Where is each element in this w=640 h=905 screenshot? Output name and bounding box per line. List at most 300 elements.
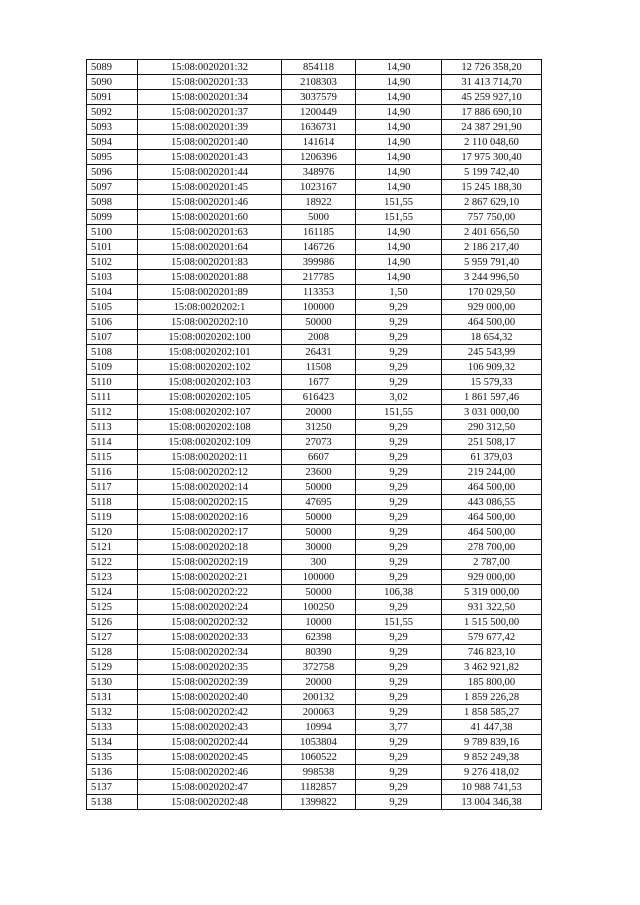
row-number-cell: 5098 (87, 195, 138, 210)
area-cell: 146726 (282, 240, 356, 255)
area-cell: 62398 (282, 630, 356, 645)
cadastral-number-cell: 15:08:0020201:64 (138, 240, 282, 255)
row-number-cell: 5124 (87, 585, 138, 600)
area-cell: 1060522 (282, 750, 356, 765)
area-cell: 1636731 (282, 120, 356, 135)
area-cell: 20000 (282, 675, 356, 690)
row-number-cell: 5135 (87, 750, 138, 765)
table-row (87, 630, 542, 645)
cadastral-value-table (86, 59, 542, 810)
cadastral-value-cell: 931 322,50 (442, 600, 542, 615)
row-number-cell: 5128 (87, 645, 138, 660)
area-cell: 3037579 (282, 90, 356, 105)
area-cell: 161185 (282, 225, 356, 240)
table-row (87, 585, 542, 600)
row-number-cell: 5115 (87, 450, 138, 465)
specific-value-cell: 151,55 (356, 615, 442, 630)
specific-value-cell: 9,29 (356, 510, 442, 525)
specific-value-cell: 9,29 (356, 450, 442, 465)
cadastral-value-cell: 3 462 921,82 (442, 660, 542, 675)
cadastral-value-cell: 251 508,17 (442, 435, 542, 450)
area-cell: 100250 (282, 600, 356, 615)
row-number-cell: 5110 (87, 375, 138, 390)
table-row (87, 315, 542, 330)
specific-value-cell: 14,90 (356, 225, 442, 240)
cadastral-value-cell: 746 823,10 (442, 645, 542, 660)
specific-value-cell: 14,90 (356, 240, 442, 255)
cadastral-value-cell: 2 867 629,10 (442, 195, 542, 210)
table-row (87, 645, 542, 660)
cadastral-number-cell: 15:08:0020202:48 (138, 795, 282, 810)
cadastral-number-cell: 15:08:0020201:63 (138, 225, 282, 240)
row-number-cell: 5092 (87, 105, 138, 120)
cadastral-number-cell: 15:08:0020201:43 (138, 150, 282, 165)
table-row (87, 765, 542, 780)
specific-value-cell: 9,29 (356, 435, 442, 450)
specific-value-cell: 9,29 (356, 705, 442, 720)
specific-value-cell: 9,29 (356, 375, 442, 390)
cadastral-number-cell: 15:08:0020201:46 (138, 195, 282, 210)
specific-value-cell: 9,29 (356, 315, 442, 330)
cadastral-number-cell: 15:08:0020202:11 (138, 450, 282, 465)
cadastral-value-cell: 1 861 597,46 (442, 390, 542, 405)
specific-value-cell: 14,90 (356, 165, 442, 180)
table-row (87, 375, 542, 390)
table-row (87, 435, 542, 450)
cadastral-number-cell: 15:08:0020202:109 (138, 435, 282, 450)
cadastral-number-cell: 15:08:0020202:100 (138, 330, 282, 345)
table-row (87, 195, 542, 210)
specific-value-cell: 9,29 (356, 420, 442, 435)
table-row (87, 360, 542, 375)
cadastral-number-cell: 15:08:0020201:40 (138, 135, 282, 150)
area-cell: 1206396 (282, 150, 356, 165)
row-number-cell: 5127 (87, 630, 138, 645)
row-number-cell: 5113 (87, 420, 138, 435)
table-row (87, 405, 542, 420)
cadastral-value-cell: 41 447,38 (442, 720, 542, 735)
cadastral-value-cell: 13 004 346,38 (442, 795, 542, 810)
cadastral-value-cell: 24 387 291,90 (442, 120, 542, 135)
row-number-cell: 5133 (87, 720, 138, 735)
area-cell: 998538 (282, 765, 356, 780)
specific-value-cell: 9,29 (356, 300, 442, 315)
specific-value-cell: 14,90 (356, 255, 442, 270)
cadastral-value-cell: 31 413 714,70 (442, 75, 542, 90)
specific-value-cell: 151,55 (356, 210, 442, 225)
cadastral-value-cell: 929 000,00 (442, 570, 542, 585)
row-number-cell: 5114 (87, 435, 138, 450)
specific-value-cell: 9,29 (356, 570, 442, 585)
table-row (87, 600, 542, 615)
area-cell: 1399822 (282, 795, 356, 810)
cadastral-value-cell: 464 500,00 (442, 315, 542, 330)
cadastral-value-cell: 12 726 358,20 (442, 60, 542, 75)
cadastral-number-cell: 15:08:0020202:105 (138, 390, 282, 405)
area-cell: 200132 (282, 690, 356, 705)
specific-value-cell: 14,90 (356, 90, 442, 105)
row-number-cell: 5132 (87, 705, 138, 720)
cadastral-number-cell: 15:08:0020202:42 (138, 705, 282, 720)
row-number-cell: 5094 (87, 135, 138, 150)
row-number-cell: 5123 (87, 570, 138, 585)
table-row (87, 690, 542, 705)
cadastral-number-cell: 15:08:0020201:60 (138, 210, 282, 225)
cadastral-value-cell: 464 500,00 (442, 480, 542, 495)
cadastral-number-cell: 15:08:0020201:83 (138, 255, 282, 270)
cadastral-number-cell: 15:08:0020202:16 (138, 510, 282, 525)
table-row (87, 465, 542, 480)
table-row (87, 255, 542, 270)
cadastral-number-cell: 15:08:0020201:39 (138, 120, 282, 135)
table-row (87, 390, 542, 405)
cadastral-number-cell: 15:08:0020202:1 (138, 300, 282, 315)
cadastral-number-cell: 15:08:0020202:32 (138, 615, 282, 630)
cadastral-number-cell: 15:08:0020202:44 (138, 735, 282, 750)
table-row (87, 510, 542, 525)
cadastral-number-cell: 15:08:0020202:17 (138, 525, 282, 540)
cadastral-value-cell: 3 031 000,00 (442, 405, 542, 420)
area-cell: 80390 (282, 645, 356, 660)
cadastral-value-cell: 1 515 500,00 (442, 615, 542, 630)
cadastral-value-cell: 5 959 791,40 (442, 255, 542, 270)
area-cell: 50000 (282, 585, 356, 600)
row-number-cell: 5097 (87, 180, 138, 195)
table-row (87, 525, 542, 540)
cadastral-number-cell: 15:08:0020201:37 (138, 105, 282, 120)
cadastral-number-cell: 15:08:0020202:35 (138, 660, 282, 675)
area-cell: 200063 (282, 705, 356, 720)
area-cell: 11508 (282, 360, 356, 375)
area-cell: 616423 (282, 390, 356, 405)
table-row (87, 300, 542, 315)
specific-value-cell: 14,90 (356, 135, 442, 150)
specific-value-cell: 14,90 (356, 75, 442, 90)
table-row (87, 105, 542, 120)
cadastral-value-cell: 2 186 217,40 (442, 240, 542, 255)
specific-value-cell: 1,50 (356, 285, 442, 300)
table-row (87, 540, 542, 555)
area-cell: 1200449 (282, 105, 356, 120)
area-cell: 1023167 (282, 180, 356, 195)
cadastral-number-cell: 15:08:0020201:34 (138, 90, 282, 105)
area-cell: 372758 (282, 660, 356, 675)
area-cell: 26431 (282, 345, 356, 360)
row-number-cell: 5131 (87, 690, 138, 705)
area-cell: 30000 (282, 540, 356, 555)
cadastral-value-cell: 15 245 188,30 (442, 180, 542, 195)
table-row (87, 420, 542, 435)
table-row (87, 150, 542, 165)
row-number-cell: 5089 (87, 60, 138, 75)
area-cell: 2108303 (282, 75, 356, 90)
table-body (87, 60, 542, 810)
row-number-cell: 5100 (87, 225, 138, 240)
table-row (87, 165, 542, 180)
area-cell: 5000 (282, 210, 356, 225)
specific-value-cell: 14,90 (356, 150, 442, 165)
cadastral-number-cell: 15:08:0020201:45 (138, 180, 282, 195)
cadastral-number-cell: 15:08:0020202:21 (138, 570, 282, 585)
cadastral-number-cell: 15:08:0020202:101 (138, 345, 282, 360)
table-row (87, 555, 542, 570)
specific-value-cell: 9,29 (356, 345, 442, 360)
table-row (87, 60, 542, 75)
cadastral-value-cell: 185 800,00 (442, 675, 542, 690)
specific-value-cell: 14,90 (356, 120, 442, 135)
specific-value-cell: 14,90 (356, 180, 442, 195)
row-number-cell: 5116 (87, 465, 138, 480)
cadastral-value-cell: 9 276 418,02 (442, 765, 542, 780)
cadastral-value-cell: 17 975 300,40 (442, 150, 542, 165)
area-cell: 23600 (282, 465, 356, 480)
cadastral-number-cell: 15:08:0020201:44 (138, 165, 282, 180)
area-cell: 1677 (282, 375, 356, 390)
table-row (87, 135, 542, 150)
table-row (87, 120, 542, 135)
row-number-cell: 5117 (87, 480, 138, 495)
table-row (87, 90, 542, 105)
cadastral-value-cell: 106 909,32 (442, 360, 542, 375)
cadastral-value-cell: 2 110 048,60 (442, 135, 542, 150)
table-row (87, 735, 542, 750)
cadastral-number-cell: 15:08:0020201:32 (138, 60, 282, 75)
cadastral-number-cell: 15:08:0020202:39 (138, 675, 282, 690)
area-cell: 1053804 (282, 735, 356, 750)
table-row (87, 270, 542, 285)
row-number-cell: 5121 (87, 540, 138, 555)
cadastral-value-cell: 1 859 226,28 (442, 690, 542, 705)
cadastral-value-cell: 3 244 996,50 (442, 270, 542, 285)
cadastral-number-cell: 15:08:0020202:33 (138, 630, 282, 645)
area-cell: 50000 (282, 480, 356, 495)
table-row (87, 615, 542, 630)
specific-value-cell: 14,90 (356, 60, 442, 75)
area-cell: 18922 (282, 195, 356, 210)
cadastral-number-cell: 15:08:0020202:43 (138, 720, 282, 735)
cadastral-number-cell: 15:08:0020202:40 (138, 690, 282, 705)
table-row (87, 285, 542, 300)
table-row (87, 780, 542, 795)
cadastral-number-cell: 15:08:0020202:10 (138, 315, 282, 330)
table-row (87, 225, 542, 240)
row-number-cell: 5095 (87, 150, 138, 165)
specific-value-cell: 9,29 (356, 735, 442, 750)
cadastral-value-cell: 170 029,50 (442, 285, 542, 300)
row-number-cell: 5118 (87, 495, 138, 510)
cadastral-value-cell: 5 199 742,40 (442, 165, 542, 180)
cadastral-number-cell: 15:08:0020202:107 (138, 405, 282, 420)
table-row (87, 570, 542, 585)
cadastral-value-cell: 2 401 656,50 (442, 225, 542, 240)
specific-value-cell: 9,29 (356, 540, 442, 555)
row-number-cell: 5103 (87, 270, 138, 285)
specific-value-cell: 9,29 (356, 750, 442, 765)
row-number-cell: 5136 (87, 765, 138, 780)
cadastral-value-cell: 464 500,00 (442, 525, 542, 540)
table-row (87, 450, 542, 465)
specific-value-cell: 106,38 (356, 585, 442, 600)
table-row (87, 75, 542, 90)
row-number-cell: 5093 (87, 120, 138, 135)
table-row (87, 750, 542, 765)
cadastral-number-cell: 15:08:0020201:33 (138, 75, 282, 90)
cadastral-value-cell: 45 259 927,10 (442, 90, 542, 105)
area-cell: 50000 (282, 510, 356, 525)
specific-value-cell: 9,29 (356, 645, 442, 660)
cadastral-value-cell: 245 543,99 (442, 345, 542, 360)
cadastral-value-cell: 290 312,50 (442, 420, 542, 435)
area-cell: 100000 (282, 570, 356, 585)
cadastral-value-cell: 443 086,55 (442, 495, 542, 510)
cadastral-value-cell: 1 858 585,27 (442, 705, 542, 720)
cadastral-value-cell: 464 500,00 (442, 510, 542, 525)
table-row (87, 795, 542, 810)
area-cell: 113353 (282, 285, 356, 300)
specific-value-cell: 9,29 (356, 555, 442, 570)
table-row (87, 660, 542, 675)
row-number-cell: 5122 (87, 555, 138, 570)
cadastral-value-cell: 579 677,42 (442, 630, 542, 645)
area-cell: 47695 (282, 495, 356, 510)
row-number-cell: 5125 (87, 600, 138, 615)
row-number-cell: 5108 (87, 345, 138, 360)
specific-value-cell: 9,29 (356, 795, 442, 810)
table-row (87, 675, 542, 690)
row-number-cell: 5101 (87, 240, 138, 255)
table-row (87, 705, 542, 720)
area-cell: 217785 (282, 270, 356, 285)
area-cell: 31250 (282, 420, 356, 435)
table-row (87, 180, 542, 195)
cadastral-value-cell: 10 988 741,53 (442, 780, 542, 795)
cadastral-number-cell: 15:08:0020202:46 (138, 765, 282, 780)
cadastral-number-cell: 15:08:0020202:45 (138, 750, 282, 765)
area-cell: 854118 (282, 60, 356, 75)
specific-value-cell: 151,55 (356, 195, 442, 210)
row-number-cell: 5102 (87, 255, 138, 270)
area-cell: 141614 (282, 135, 356, 150)
table-row (87, 330, 542, 345)
area-cell: 6607 (282, 450, 356, 465)
cadastral-value-cell: 757 750,00 (442, 210, 542, 225)
area-cell: 1182857 (282, 780, 356, 795)
row-number-cell: 5096 (87, 165, 138, 180)
cadastral-number-cell: 15:08:0020202:103 (138, 375, 282, 390)
cadastral-value-cell: 9 789 839,16 (442, 735, 542, 750)
cadastral-value-cell: 2 787,00 (442, 555, 542, 570)
row-number-cell: 5106 (87, 315, 138, 330)
row-number-cell: 5120 (87, 525, 138, 540)
area-cell: 27073 (282, 435, 356, 450)
cadastral-value-cell: 17 886 690,10 (442, 105, 542, 120)
cadastral-value-cell: 9 852 249,38 (442, 750, 542, 765)
cadastral-value-cell: 5 319 000,00 (442, 585, 542, 600)
cadastral-value-cell: 278 700,00 (442, 540, 542, 555)
cadastral-number-cell: 15:08:0020202:24 (138, 600, 282, 615)
table-row (87, 240, 542, 255)
specific-value-cell: 14,90 (356, 105, 442, 120)
area-cell: 20000 (282, 405, 356, 420)
specific-value-cell: 9,29 (356, 690, 442, 705)
row-number-cell: 5130 (87, 675, 138, 690)
specific-value-cell: 9,29 (356, 675, 442, 690)
cadastral-value-cell: 61 379,03 (442, 450, 542, 465)
area-cell: 348976 (282, 165, 356, 180)
cadastral-number-cell: 15:08:0020201:88 (138, 270, 282, 285)
row-number-cell: 5107 (87, 330, 138, 345)
specific-value-cell: 3,77 (356, 720, 442, 735)
cadastral-value-cell: 219 244,00 (442, 465, 542, 480)
cadastral-number-cell: 15:08:0020202:102 (138, 360, 282, 375)
specific-value-cell: 9,29 (356, 780, 442, 795)
cadastral-number-cell: 15:08:0020202:34 (138, 645, 282, 660)
cadastral-number-cell: 15:08:0020201:89 (138, 285, 282, 300)
row-number-cell: 5137 (87, 780, 138, 795)
area-cell: 100000 (282, 300, 356, 315)
specific-value-cell: 9,29 (356, 600, 442, 615)
specific-value-cell: 9,29 (356, 480, 442, 495)
row-number-cell: 5129 (87, 660, 138, 675)
row-number-cell: 5134 (87, 735, 138, 750)
specific-value-cell: 9,29 (356, 495, 442, 510)
cadastral-number-cell: 15:08:0020202:47 (138, 780, 282, 795)
cadastral-value-cell: 15 579,33 (442, 375, 542, 390)
specific-value-cell: 151,55 (356, 405, 442, 420)
row-number-cell: 5109 (87, 360, 138, 375)
area-cell: 300 (282, 555, 356, 570)
table-row (87, 495, 542, 510)
table-row (87, 210, 542, 225)
specific-value-cell: 14,90 (356, 270, 442, 285)
cadastral-number-cell: 15:08:0020202:22 (138, 585, 282, 600)
specific-value-cell: 9,29 (356, 660, 442, 675)
row-number-cell: 5099 (87, 210, 138, 225)
table-row (87, 345, 542, 360)
cadastral-value-cell: 18 654,32 (442, 330, 542, 345)
area-cell: 10000 (282, 615, 356, 630)
cadastral-number-cell: 15:08:0020202:19 (138, 555, 282, 570)
row-number-cell: 5119 (87, 510, 138, 525)
table-row (87, 720, 542, 735)
area-cell: 2008 (282, 330, 356, 345)
cadastral-value-cell: 929 000,00 (442, 300, 542, 315)
specific-value-cell: 9,29 (356, 330, 442, 345)
specific-value-cell: 9,29 (356, 765, 442, 780)
row-number-cell: 5091 (87, 90, 138, 105)
row-number-cell: 5126 (87, 615, 138, 630)
row-number-cell: 5111 (87, 390, 138, 405)
area-cell: 399986 (282, 255, 356, 270)
specific-value-cell: 9,29 (356, 525, 442, 540)
cadastral-number-cell: 15:08:0020202:12 (138, 465, 282, 480)
row-number-cell: 5090 (87, 75, 138, 90)
table-row (87, 480, 542, 495)
area-cell: 10994 (282, 720, 356, 735)
specific-value-cell: 9,29 (356, 360, 442, 375)
row-number-cell: 5138 (87, 795, 138, 810)
row-number-cell: 5104 (87, 285, 138, 300)
area-cell: 50000 (282, 525, 356, 540)
specific-value-cell: 9,29 (356, 630, 442, 645)
specific-value-cell: 9,29 (356, 465, 442, 480)
specific-value-cell: 3,02 (356, 390, 442, 405)
cadastral-number-cell: 15:08:0020202:18 (138, 540, 282, 555)
cadastral-number-cell: 15:08:0020202:15 (138, 495, 282, 510)
cadastral-number-cell: 15:08:0020202:108 (138, 420, 282, 435)
row-number-cell: 5112 (87, 405, 138, 420)
row-number-cell: 5105 (87, 300, 138, 315)
